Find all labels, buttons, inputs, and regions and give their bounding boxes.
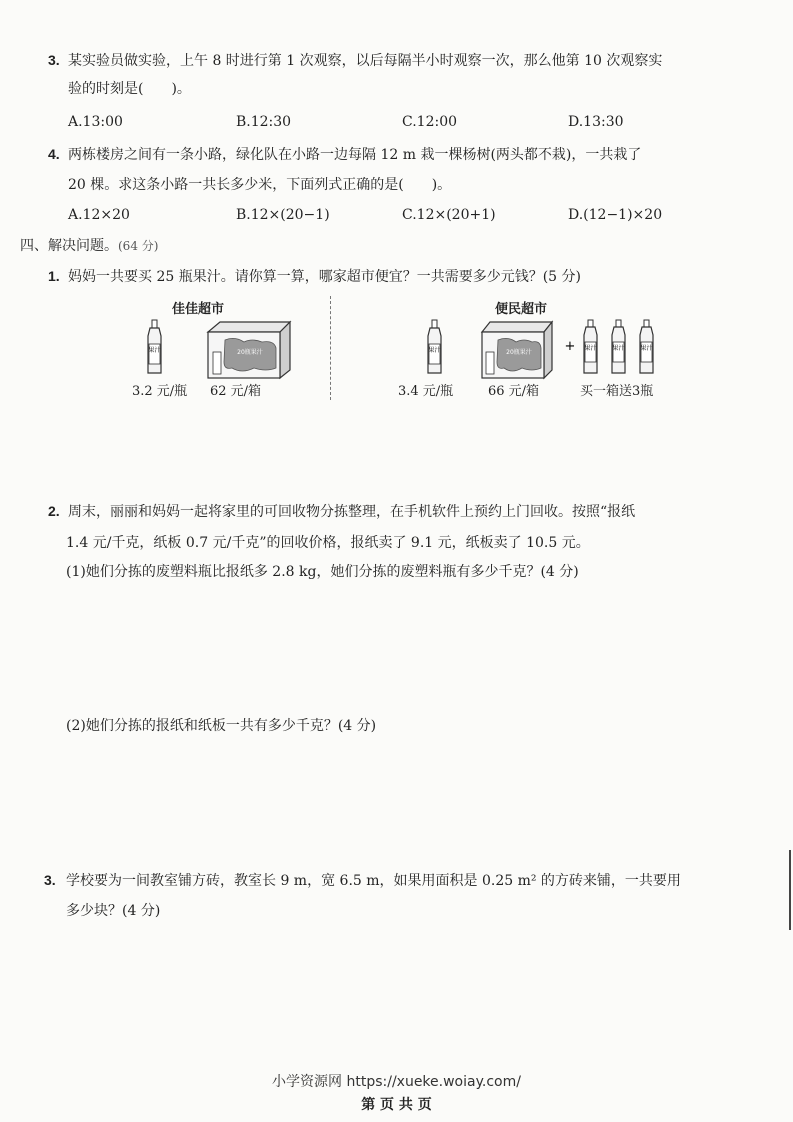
- problem-3-number: 3.: [44, 872, 56, 888]
- shop-right-illustration: [420, 318, 670, 380]
- shop-left-illustration: [140, 318, 300, 380]
- problem-1-text: 妈妈一共要买 25 瓶果汁。请你算一算，哪家超市便宜？一共需要多少元钱？(5 分): [68, 269, 581, 285]
- question-3-number: 3.: [48, 52, 60, 68]
- page-edge-mark: [789, 850, 791, 930]
- question-3-option-a: A.13:00: [68, 114, 123, 130]
- problem-2-sub-question-1: (1)她们分拣的废塑料瓶比报纸多 2.8 kg，她们分拣的废塑料瓶有多少千克？(4 分): [66, 564, 579, 580]
- box-label-text: 20瓶果汁: [237, 349, 263, 356]
- shop-divider: [330, 296, 331, 400]
- shop-right-name: 便民超市: [495, 302, 548, 317]
- question-3-text-line1: 某实验员做实验，上午 8 时进行第 1 次观察，以后每隔半小时观察一次，那么他第 10 次观察实: [68, 53, 663, 69]
- problem-2-text-line1: 周末，丽丽和妈妈一起将家里的可回收物分拣整理，在手机软件上预约上门回收。按照“报纸: [68, 504, 636, 520]
- section-4-score: (64 分): [118, 239, 159, 253]
- question-4-option-a: A.12×20: [68, 207, 130, 223]
- shop-right-price-bottle: 3.4 元/瓶: [398, 384, 454, 399]
- svg-text:果汁: 果汁: [640, 345, 653, 352]
- bottle-label-text: 果汁: [148, 347, 161, 354]
- problem-3-text-line2: 多少块？(4 分): [66, 903, 161, 919]
- question-3-text-line2: 验的时刻是( )。: [68, 81, 191, 97]
- question-3-option-b: B.12:30: [236, 114, 292, 130]
- problem-2-number: 2.: [48, 503, 60, 519]
- plus-sign: +: [564, 339, 576, 354]
- shop-right-promo: 买一箱送3瓶: [580, 384, 654, 399]
- problem-1-number: 1.: [48, 268, 60, 284]
- svg-text:果汁: 果汁: [584, 345, 597, 352]
- question-4-text-line2: 20 棵。求这条小路一共长多少米，下面列式正确的是( )。: [68, 177, 452, 193]
- problem-3-text-line1: 学校要为一间教室铺方砖，教室长 9 m，宽 6.5 m，如果用面积是 0.25 m² 的方砖来铺，一共要用: [66, 873, 681, 889]
- section-4-heading: [20, 235, 158, 255]
- shop-left-price-bottle: 3.2 元/瓶: [132, 384, 188, 399]
- shop-left-name: 佳佳超市: [172, 302, 225, 317]
- footer-site-url: 小学资源网 https://xueke.woiay.com/: [272, 1074, 521, 1090]
- box-label-text: 20瓶果汁: [506, 349, 532, 356]
- section-4-title: 四、解决问题。: [20, 238, 118, 254]
- question-3-option-d: D.13:30: [568, 114, 624, 130]
- bottle-label-text: 果汁: [428, 347, 441, 354]
- svg-text:果汁: 果汁: [612, 345, 625, 352]
- shop-left-price-box: 62 元/箱: [210, 384, 262, 399]
- problem-2-text-line2: 1.4 元/千克，纸板 0.7 元/千克”的回收价格，报纸卖了 9.1 元，纸板卖了 10.5 元。: [66, 535, 590, 551]
- question-4-option-c: C.12×(20+1): [402, 207, 496, 223]
- footer-page-number: 第 页 共 页: [361, 1097, 432, 1113]
- question-4-text-line1: 两栋楼房之间有一条小路，绿化队在小路一边每隔 12 m 栽一棵杨树(两头都不栽)，一共栽了: [68, 147, 642, 163]
- question-4-option-b: B.12×(20−1): [236, 207, 330, 223]
- question-4-number: 4.: [48, 146, 60, 162]
- problem-2-sub-question-2: (2)她们分拣的报纸和纸板一共有多少千克？(4 分): [66, 718, 377, 734]
- question-4-option-d: D.(12−1)×20: [568, 207, 663, 223]
- bonus-bottles-icon: [584, 320, 653, 373]
- question-3-option-c: C.12:00: [402, 114, 458, 130]
- shop-right-price-box: 66 元/箱: [488, 384, 540, 399]
